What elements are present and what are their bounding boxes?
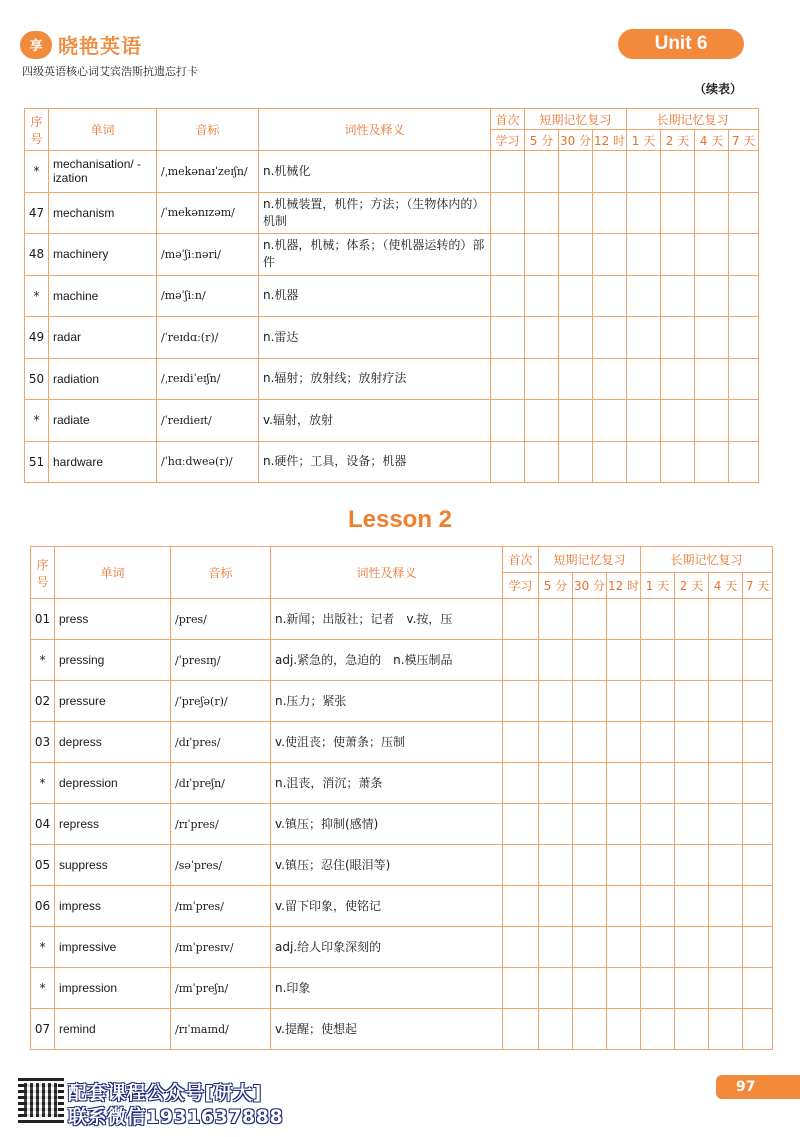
row-index: 51 (25, 441, 49, 483)
review-checkbox-cell[interactable] (559, 192, 593, 234)
review-checkbox-cell[interactable] (661, 400, 695, 442)
row-index: * (25, 400, 49, 442)
page-number: 97 (716, 1075, 800, 1099)
continued-label: （续表） (693, 82, 742, 96)
review-checkbox-cell[interactable] (503, 599, 539, 640)
review-checkbox-cell[interactable] (729, 441, 759, 483)
table-row (31, 681, 773, 722)
review-checkbox-cell[interactable] (593, 234, 627, 276)
row-index: 47 (25, 192, 49, 234)
review-checkbox-cell[interactable] (525, 317, 559, 359)
row-index: 03 (31, 722, 55, 763)
col-header-first-study-bottom: 学习 (491, 130, 525, 151)
review-checkbox-cell[interactable] (675, 1009, 709, 1050)
review-checkbox-cell[interactable] (627, 400, 661, 442)
review-checkbox-cell[interactable] (641, 845, 675, 886)
book-subtitle: 四级英语核心词艾宾浩斯抗遗忘打卡 (22, 65, 198, 78)
row-meaning: n.雷达 (259, 317, 491, 359)
review-checkbox-cell[interactable] (661, 192, 695, 234)
review-checkbox-cell[interactable] (641, 968, 675, 1009)
table-row (31, 968, 773, 1009)
row-meaning: adj.给人印象深刻的 (271, 927, 503, 968)
review-checkbox-cell[interactable] (607, 1009, 641, 1050)
row-index: * (25, 151, 49, 193)
row-phonetic: /pres/ (171, 599, 271, 640)
row-index: 48 (25, 234, 49, 276)
row-word: press (55, 599, 171, 640)
row-word: remind (55, 1009, 171, 1050)
row-word: radar (49, 317, 157, 359)
review-checkbox-cell[interactable] (539, 722, 573, 763)
review-checkbox-cell[interactable] (675, 845, 709, 886)
table-row (31, 886, 773, 927)
table-row (25, 358, 759, 400)
review-checkbox-cell[interactable] (729, 317, 759, 359)
col-header-short-review: 短期记忆复习 (539, 547, 641, 573)
row-phonetic: /dɪˈpres/ (171, 722, 271, 763)
table-row (31, 640, 773, 681)
review-checkbox-cell[interactable] (525, 358, 559, 400)
review-checkbox-cell[interactable] (627, 358, 661, 400)
review-checkbox-cell[interactable] (607, 681, 641, 722)
review-checkbox-cell[interactable] (709, 722, 743, 763)
col-header-phonetic: 音标 (171, 547, 271, 599)
row-index: 49 (25, 317, 49, 359)
row-word: pressing (55, 640, 171, 681)
review-checkbox-cell[interactable] (491, 441, 525, 483)
row-index: 50 (25, 358, 49, 400)
review-checkbox-cell[interactable] (675, 681, 709, 722)
row-word: impress (55, 886, 171, 927)
row-phonetic: /məˈʃiːnəri/ (157, 234, 259, 276)
review-checkbox-cell[interactable] (729, 400, 759, 442)
review-checkbox-cell[interactable] (539, 845, 573, 886)
review-checkbox-cell[interactable] (661, 234, 695, 276)
col-header-first-study-top: 首次 (491, 109, 525, 130)
review-checkbox-cell[interactable] (503, 927, 539, 968)
review-checkbox-cell[interactable] (559, 234, 593, 276)
review-checkbox-cell[interactable] (695, 317, 729, 359)
review-checkbox-cell[interactable] (607, 763, 641, 804)
promo-line-1: 配套课程公众号[研大] (68, 1082, 262, 1104)
logo-badge: 享 (20, 31, 52, 59)
col-header-long-review: 长期记忆复习 (627, 109, 759, 130)
review-checkbox-cell[interactable] (743, 968, 773, 1009)
review-checkbox-cell[interactable] (503, 1009, 539, 1050)
review-checkbox-cell[interactable] (525, 151, 559, 193)
col-header-long-3: 7 天 (743, 573, 773, 599)
review-checkbox-cell[interactable] (539, 599, 573, 640)
vocab-table-lesson2 (30, 546, 773, 1050)
row-meaning: adj.紧急的，急迫的 n.模压制品 (271, 640, 503, 681)
brand-logo (20, 30, 142, 59)
row-index: * (31, 640, 55, 681)
row-meaning: v.镇压；抑制(感情) (271, 804, 503, 845)
row-phonetic: /ɪmˈpresɪv/ (171, 927, 271, 968)
row-phonetic: /dɪˈpreʃn/ (171, 763, 271, 804)
review-checkbox-cell[interactable] (503, 640, 539, 681)
row-word: radiate (49, 400, 157, 442)
review-checkbox-cell[interactable] (743, 763, 773, 804)
table-row (31, 722, 773, 763)
review-checkbox-cell[interactable] (675, 640, 709, 681)
row-meaning: n.辐射；放射线；放射疗法 (259, 358, 491, 400)
review-checkbox-cell[interactable] (675, 804, 709, 845)
review-checkbox-cell[interactable] (525, 275, 559, 317)
review-checkbox-cell[interactable] (709, 599, 743, 640)
review-checkbox-cell[interactable] (559, 441, 593, 483)
review-checkbox-cell[interactable] (729, 151, 759, 193)
review-checkbox-cell[interactable] (503, 886, 539, 927)
row-phonetic: /məˈʃiːn/ (157, 275, 259, 317)
row-word: pressure (55, 681, 171, 722)
review-checkbox-cell[interactable] (607, 927, 641, 968)
col-header-short-1: 30 分 (573, 573, 607, 599)
row-phonetic: /ˈreɪdieɪt/ (157, 400, 259, 442)
review-checkbox-cell[interactable] (607, 599, 641, 640)
col-header-phonetic: 音标 (157, 109, 259, 151)
row-word: mechanisation/ -ization (49, 151, 157, 193)
review-checkbox-cell[interactable] (743, 845, 773, 886)
row-meaning: v.使沮丧；使萧条；压制 (271, 722, 503, 763)
review-checkbox-cell[interactable] (525, 400, 559, 442)
row-phonetic: /ˈpreʃə(r)/ (171, 681, 271, 722)
qr-code (18, 1077, 64, 1123)
row-word: mechanism (49, 192, 157, 234)
table-row (25, 400, 759, 442)
review-checkbox-cell[interactable] (559, 317, 593, 359)
row-phonetic: /ɪmˈpreʃn/ (171, 968, 271, 1009)
row-meaning: n.压力；紧张 (271, 681, 503, 722)
row-index: 05 (31, 845, 55, 886)
col-header-meaning: 词性及释义 (271, 547, 503, 599)
review-checkbox-cell[interactable] (709, 968, 743, 1009)
review-checkbox-cell[interactable] (743, 640, 773, 681)
row-meaning: n.沮丧，消沉；萧条 (271, 763, 503, 804)
review-checkbox-cell[interactable] (503, 845, 539, 886)
table-row (25, 317, 759, 359)
review-checkbox-cell[interactable] (503, 804, 539, 845)
col-header-long-review: 长期记忆复习 (641, 547, 773, 573)
vocab-table-unit6-cont (24, 108, 759, 483)
review-checkbox-cell[interactable] (573, 1009, 607, 1050)
review-checkbox-cell[interactable] (503, 968, 539, 1009)
table-row (25, 151, 759, 193)
col-header-word: 单词 (49, 109, 157, 151)
col-header-word: 单词 (55, 547, 171, 599)
col-header-long-0: 1 天 (627, 130, 661, 151)
review-checkbox-cell[interactable] (627, 275, 661, 317)
col-header-long-1: 2 天 (661, 130, 695, 151)
table-row (25, 192, 759, 234)
row-index: 04 (31, 804, 55, 845)
table-row (25, 441, 759, 483)
review-checkbox-cell[interactable] (559, 151, 593, 193)
review-checkbox-cell[interactable] (661, 441, 695, 483)
row-meaning: n.机器，机械；体系；（使机器运转的）部件 (259, 234, 491, 276)
review-checkbox-cell[interactable] (627, 441, 661, 483)
review-checkbox-cell[interactable] (675, 763, 709, 804)
review-checkbox-cell[interactable] (641, 599, 675, 640)
row-meaning: n.机械装置，机件；方法；（生物体内的）机制 (259, 192, 491, 234)
review-checkbox-cell[interactable] (627, 151, 661, 193)
review-checkbox-cell[interactable] (593, 317, 627, 359)
row-word: hardware (49, 441, 157, 483)
row-word: suppress (55, 845, 171, 886)
review-checkbox-cell[interactable] (743, 722, 773, 763)
review-checkbox-cell[interactable] (593, 151, 627, 193)
row-phonetic: /ˌreɪdiˈeɪʃn/ (157, 358, 259, 400)
row-index: 02 (31, 681, 55, 722)
review-checkbox-cell[interactable] (573, 681, 607, 722)
review-checkbox-cell[interactable] (661, 358, 695, 400)
review-checkbox-cell[interactable] (491, 317, 525, 359)
review-checkbox-cell[interactable] (491, 151, 525, 193)
row-index: 06 (31, 886, 55, 927)
row-meaning: v.留下印象，使铭记 (271, 886, 503, 927)
review-checkbox-cell[interactable] (607, 804, 641, 845)
review-checkbox-cell[interactable] (593, 358, 627, 400)
table-row (31, 927, 773, 968)
row-index: * (31, 927, 55, 968)
review-checkbox-cell[interactable] (573, 640, 607, 681)
review-checkbox-cell[interactable] (491, 400, 525, 442)
col-header-long-2: 4 天 (709, 573, 743, 599)
review-checkbox-cell[interactable] (539, 927, 573, 968)
row-phonetic: /rɪˈmaɪnd/ (171, 1009, 271, 1050)
row-word: repress (55, 804, 171, 845)
review-checkbox-cell[interactable] (709, 845, 743, 886)
row-phonetic: /ˈmekənɪzəm/ (157, 192, 259, 234)
review-checkbox-cell[interactable] (539, 886, 573, 927)
row-phonetic: /ˌmekənaɪˈzeɪʃn/ (157, 151, 259, 193)
review-checkbox-cell[interactable] (675, 886, 709, 927)
row-word: machine (49, 275, 157, 317)
col-header-short-0: 5 分 (539, 573, 573, 599)
review-checkbox-cell[interactable] (641, 1009, 675, 1050)
review-checkbox-cell[interactable] (675, 722, 709, 763)
lesson-title: Lesson 2 (347, 506, 453, 533)
review-checkbox-cell[interactable] (709, 640, 743, 681)
review-checkbox-cell[interactable] (503, 681, 539, 722)
table-row (31, 599, 773, 640)
review-checkbox-cell[interactable] (695, 441, 729, 483)
row-index: 07 (31, 1009, 55, 1050)
review-checkbox-cell[interactable] (709, 681, 743, 722)
col-header-index: 序号 (31, 547, 55, 599)
row-word: radiation (49, 358, 157, 400)
review-checkbox-cell[interactable] (573, 886, 607, 927)
review-checkbox-cell[interactable] (539, 763, 573, 804)
table-row (31, 1009, 773, 1050)
review-checkbox-cell[interactable] (641, 886, 675, 927)
review-checkbox-cell[interactable] (607, 968, 641, 1009)
review-checkbox-cell[interactable] (709, 886, 743, 927)
review-checkbox-cell[interactable] (641, 927, 675, 968)
review-checkbox-cell[interactable] (573, 804, 607, 845)
review-checkbox-cell[interactable] (695, 151, 729, 193)
review-checkbox-cell[interactable] (573, 845, 607, 886)
review-checkbox-cell[interactable] (525, 441, 559, 483)
review-checkbox-cell[interactable] (627, 192, 661, 234)
row-meaning: v.提醒；使想起 (271, 1009, 503, 1050)
table-row (31, 763, 773, 804)
table-row (31, 804, 773, 845)
col-header-long-2: 4 天 (695, 130, 729, 151)
col-header-first-study-top: 首次 (503, 547, 539, 573)
row-word: impression (55, 968, 171, 1009)
review-checkbox-cell[interactable] (641, 722, 675, 763)
review-checkbox-cell[interactable] (627, 234, 661, 276)
logo-text: 晓艳英语 (58, 34, 142, 58)
review-checkbox-cell[interactable] (709, 763, 743, 804)
review-checkbox-cell[interactable] (661, 275, 695, 317)
row-meaning: n.机器 (259, 275, 491, 317)
review-checkbox-cell[interactable] (675, 968, 709, 1009)
review-checkbox-cell[interactable] (573, 722, 607, 763)
review-checkbox-cell[interactable] (593, 192, 627, 234)
review-checkbox-cell[interactable] (539, 640, 573, 681)
row-phonetic: /ɪmˈpres/ (171, 886, 271, 927)
row-index: * (31, 763, 55, 804)
review-checkbox-cell[interactable] (743, 599, 773, 640)
review-checkbox-cell[interactable] (695, 400, 729, 442)
review-checkbox-cell[interactable] (491, 275, 525, 317)
review-checkbox-cell[interactable] (675, 927, 709, 968)
review-checkbox-cell[interactable] (573, 968, 607, 1009)
review-checkbox-cell[interactable] (709, 804, 743, 845)
promo-line-2: 联系微信1931637888 (68, 1106, 284, 1128)
review-checkbox-cell[interactable] (573, 763, 607, 804)
row-index: * (31, 968, 55, 1009)
review-checkbox-cell[interactable] (491, 234, 525, 276)
review-checkbox-cell[interactable] (525, 234, 559, 276)
row-word: depress (55, 722, 171, 763)
review-checkbox-cell[interactable] (709, 1009, 743, 1050)
table-row (31, 845, 773, 886)
review-checkbox-cell[interactable] (641, 804, 675, 845)
review-checkbox-cell[interactable] (539, 804, 573, 845)
row-meaning: n.硬件；工具，设备；机器 (259, 441, 491, 483)
review-checkbox-cell[interactable] (743, 927, 773, 968)
table-row (25, 234, 759, 276)
review-checkbox-cell[interactable] (607, 722, 641, 763)
review-checkbox-cell[interactable] (573, 599, 607, 640)
col-header-short-review: 短期记忆复习 (525, 109, 627, 130)
row-index: * (25, 275, 49, 317)
review-checkbox-cell[interactable] (559, 358, 593, 400)
review-checkbox-cell[interactable] (503, 722, 539, 763)
review-checkbox-cell[interactable] (539, 1009, 573, 1050)
row-phonetic: /rɪˈpres/ (171, 804, 271, 845)
review-checkbox-cell[interactable] (539, 968, 573, 1009)
row-phonetic: /ˈhɑːdweə(r)/ (157, 441, 259, 483)
row-index: 01 (31, 599, 55, 640)
review-checkbox-cell[interactable] (743, 1009, 773, 1050)
review-checkbox-cell[interactable] (607, 845, 641, 886)
review-checkbox-cell[interactable] (593, 400, 627, 442)
review-checkbox-cell[interactable] (729, 234, 759, 276)
row-word: impressive (55, 927, 171, 968)
row-meaning: n.印象 (271, 968, 503, 1009)
row-meaning: n.机械化 (259, 151, 491, 193)
review-checkbox-cell[interactable] (503, 763, 539, 804)
col-header-first-study-bottom: 学习 (503, 573, 539, 599)
row-phonetic: /ˈpresɪŋ/ (171, 640, 271, 681)
col-header-meaning: 词性及释义 (259, 109, 491, 151)
review-checkbox-cell[interactable] (593, 441, 627, 483)
review-checkbox-cell[interactable] (709, 927, 743, 968)
review-checkbox-cell[interactable] (729, 275, 759, 317)
review-checkbox-cell[interactable] (729, 358, 759, 400)
review-checkbox-cell[interactable] (641, 640, 675, 681)
row-phonetic: /səˈpres/ (171, 845, 271, 886)
review-checkbox-cell[interactable] (559, 275, 593, 317)
review-checkbox-cell[interactable] (661, 317, 695, 359)
review-checkbox-cell[interactable] (695, 275, 729, 317)
review-checkbox-cell[interactable] (641, 681, 675, 722)
row-meaning: v.镇压；忍住(眼泪等) (271, 845, 503, 886)
review-checkbox-cell[interactable] (743, 804, 773, 845)
row-word: depression (55, 763, 171, 804)
review-checkbox-cell[interactable] (743, 681, 773, 722)
review-checkbox-cell[interactable] (661, 151, 695, 193)
review-checkbox-cell[interactable] (695, 192, 729, 234)
col-header-short-0: 5 分 (525, 130, 559, 151)
review-checkbox-cell[interactable] (743, 886, 773, 927)
row-meaning: n.新闻；出版社；记者 v.按，压 (271, 599, 503, 640)
review-checkbox-cell[interactable] (695, 234, 729, 276)
table-row (25, 275, 759, 317)
col-header-long-0: 1 天 (641, 573, 675, 599)
review-checkbox-cell[interactable] (627, 317, 661, 359)
review-checkbox-cell[interactable] (675, 599, 709, 640)
unit-badge: Unit 6 (618, 29, 744, 59)
review-checkbox-cell[interactable] (539, 681, 573, 722)
review-checkbox-cell[interactable] (641, 763, 675, 804)
col-header-short-2: 12 时 (607, 573, 641, 599)
review-checkbox-cell[interactable] (593, 275, 627, 317)
review-checkbox-cell[interactable] (491, 358, 525, 400)
review-checkbox-cell[interactable] (729, 192, 759, 234)
row-word: machinery (49, 234, 157, 276)
review-checkbox-cell[interactable] (607, 640, 641, 681)
review-checkbox-cell[interactable] (559, 400, 593, 442)
col-header-long-3: 7 天 (729, 130, 759, 151)
review-checkbox-cell[interactable] (607, 886, 641, 927)
col-header-long-1: 2 天 (675, 573, 709, 599)
row-phonetic: /ˈreɪdɑː(r)/ (157, 317, 259, 359)
review-checkbox-cell[interactable] (491, 192, 525, 234)
col-header-short-2: 12 时 (593, 130, 627, 151)
review-checkbox-cell[interactable] (573, 927, 607, 968)
review-checkbox-cell[interactable] (695, 358, 729, 400)
row-meaning: v.辐射，放射 (259, 400, 491, 442)
review-checkbox-cell[interactable] (525, 192, 559, 234)
col-header-short-1: 30 分 (559, 130, 593, 151)
col-header-index: 序号 (25, 109, 49, 151)
